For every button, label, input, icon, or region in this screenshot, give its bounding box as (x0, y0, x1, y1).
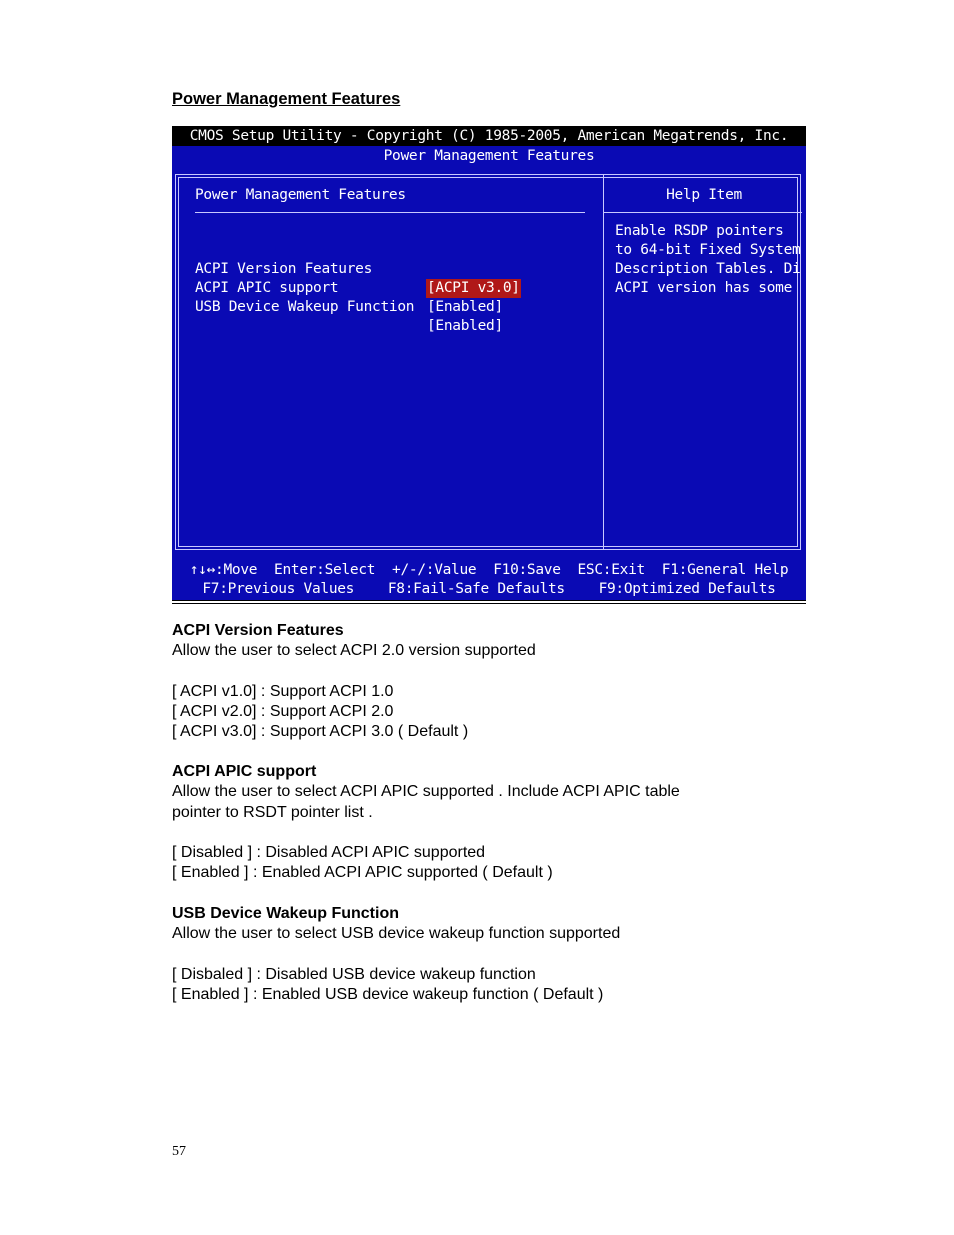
section-acpi-version (172, 621, 812, 743)
bios-help-line: Description Tables. Di (615, 261, 801, 277)
section-acpi-apic (172, 762, 812, 884)
bios-help-text (615, 222, 801, 298)
section-heading: USB Device Wakeup Function (172, 905, 399, 922)
page-number: 57 (172, 1144, 186, 1159)
bios-help-line: ACPI version has some (615, 280, 793, 296)
option-line: [ ACPI v3.0] : Support ACPI 3.0 ( Default ) (172, 723, 469, 741)
bios-help-line: Enable RSDP pointers (615, 223, 784, 239)
section-description: pointer to RSDT pointer list . (172, 803, 373, 821)
document-title: Power Management Features (172, 90, 401, 108)
bios-key-legend-line-2: F7:Previous Values F8:Fail-Safe Defaults F9:Optimized Defaults (202, 581, 776, 597)
bios-key-legend-line-1: ↑↓↔:Move Enter:Select +/-/:Value F10:Save ESC:Exit F1:General Help (189, 562, 789, 578)
bios-setting-label: USB Device Wakeup Function (195, 299, 415, 315)
bios-settings-title-rule (195, 212, 585, 213)
bios-setting-value[interactable]: [Enabled] (427, 299, 503, 315)
option-line: [ Enabled ] : Enabled ACPI APIC supported ( Default ) (172, 864, 553, 882)
option-line: [ Enabled ] : Enabled USB device wakeup function ( Default ) (172, 986, 604, 1004)
section-usb-wakeup (172, 904, 812, 1005)
option-line: [ Disabled ] : Disabled ACPI APIC supported (172, 844, 486, 862)
bios-help-title-rule (604, 212, 802, 213)
bios-help-panel-title: Help Item (666, 187, 742, 203)
section-description: Allow the user to select ACPI 2.0 version supported (172, 642, 536, 660)
bios-help-line: to 64-bit Fixed System (615, 242, 801, 258)
bios-setting-label: ACPI Version Features (195, 261, 373, 277)
section-heading: ACPI APIC support (172, 763, 317, 780)
option-line: [ ACPI v1.0] : Support ACPI 1.0 (172, 682, 394, 700)
section-description: Allow the user to select ACPI APIC supported . Include ACPI APIC table (172, 783, 680, 801)
option-line: [ Disbaled ] : Disabled USB device wakeup function (172, 965, 536, 983)
bios-header-copyright: CMOS Setup Utility - Copyright (C) 1985-2005, American Megatrends, Inc. (189, 128, 789, 144)
bios-settings-panel-title: Power Management Features (195, 187, 406, 203)
bios-setting-label: ACPI APIC support (195, 280, 339, 296)
section-description: Allow the user to select USB device wakeup function supported (172, 925, 621, 943)
bios-screenshot (172, 126, 806, 604)
bios-panel-divider (603, 174, 604, 550)
section-heading: ACPI Version Features (172, 622, 344, 639)
bios-setting-value[interactable]: [Enabled] (427, 318, 503, 334)
option-line: [ ACPI v2.0] : Support ACPI 2.0 (172, 703, 394, 721)
bios-header-page-title: Power Management Features (383, 148, 595, 164)
bios-setting-value-selected[interactable]: [ACPI v3.0] (427, 280, 520, 296)
bios-bottom-rule (172, 600, 806, 604)
